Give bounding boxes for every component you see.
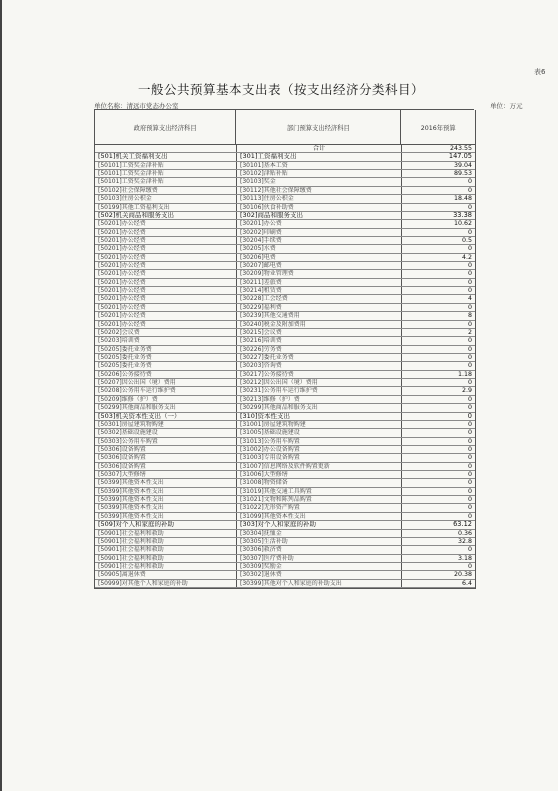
table-row <box>95 287 475 295</box>
budget-table <box>94 110 476 589</box>
dept-subject-cell: [30205]水费 <box>236 245 401 252</box>
dept-subject-cell: [31006]大型修缮 <box>236 471 401 478</box>
amount-cell: 147.05 <box>401 153 475 160</box>
amount-cell: 0.5 <box>401 237 475 244</box>
amount-cell: 63.12 <box>401 521 475 528</box>
dept-subject-cell: [30228]工会经费 <box>236 295 401 302</box>
gov-subject-cell: [50999]对其他个人和家庭的补助 <box>98 579 188 587</box>
dept-subject-cell: [30214]租赁费 <box>236 287 401 294</box>
amount-cell: 0 <box>401 229 475 236</box>
amount-cell: 0 <box>401 187 475 194</box>
gov-subject-cell: [50901]社会福利和救助 <box>98 554 164 562</box>
table-row <box>95 371 475 379</box>
dept-subject-cell: [31003]专用设备购置 <box>236 454 401 461</box>
gov-subject-cell: [50901]社会福利和救助 <box>98 529 164 537</box>
amount-cell: 2 <box>401 329 475 336</box>
gov-subject-cell: [50901]社会福利和救助 <box>98 546 164 554</box>
dept-subject-cell: 合计 <box>236 145 401 152</box>
amount-cell: 0 <box>401 429 475 436</box>
amount-cell: 3.18 <box>401 555 475 562</box>
gov-subject-cell: [509]对个人和家庭的补助 <box>98 521 174 529</box>
amount-cell: 10.62 <box>401 220 475 227</box>
table-row <box>95 362 475 370</box>
gov-subject-cell: [50199]其他工资福利支出 <box>98 203 170 211</box>
gov-subject-cell: [50201]办公经费 <box>98 228 146 236</box>
gov-subject-cell: [50205]委托业务费 <box>98 345 152 353</box>
amount-cell: 18.48 <box>401 195 475 202</box>
gov-subject-cell: [50399]其他资本性支出 <box>98 479 164 487</box>
gov-subject-cell: [50201]办公经费 <box>98 295 146 303</box>
gov-subject-cell: [50201]办公经费 <box>98 320 146 328</box>
gov-subject-cell: [50399]其他资本性支出 <box>98 496 164 504</box>
dept-subject-cell: [31008]物资储备 <box>236 479 401 486</box>
dept-subject-cell: [30302]退休费 <box>236 571 401 578</box>
amount-cell: 4 <box>401 295 475 302</box>
table-row <box>95 262 475 270</box>
amount-cell: 0 <box>401 379 475 386</box>
amount-cell: 0 <box>401 204 475 211</box>
table-row <box>95 580 475 588</box>
dept-subject-cell: [301]工资福利支出 <box>236 153 401 160</box>
amount-cell: 4.2 <box>401 254 475 261</box>
gov-subject-cell: [50299]其他商品和服务支出 <box>98 404 176 412</box>
amount-cell: 8 <box>401 312 475 319</box>
amount-cell: 20.38 <box>401 571 475 578</box>
table-row <box>95 463 475 471</box>
amount-cell: 0 <box>401 287 475 294</box>
table-row <box>95 571 475 579</box>
amount-cell: 1.18 <box>401 371 475 378</box>
table-row <box>95 496 475 504</box>
amount-cell: 39.04 <box>401 162 475 169</box>
gov-subject-cell: [50201]办公经费 <box>98 270 146 278</box>
dept-subject-cell: [30209]物业管理费 <box>236 270 401 277</box>
gov-subject-cell: [50203]培训费 <box>98 337 140 345</box>
gov-subject-cell: [50302]基础设施建设 <box>98 429 158 437</box>
dept-subject-cell: [30213]维修（护）费 <box>236 396 401 403</box>
unit-label: 单位：万元 <box>490 102 523 110</box>
gov-subject-cell: [50201]办公经费 <box>98 245 146 253</box>
dept-subject-cell: [30229]福利费 <box>236 304 401 311</box>
gov-subject-cell: [50399]其他资本性支出 <box>98 512 164 520</box>
category-row <box>95 521 475 529</box>
amount-cell: 0 <box>401 496 475 503</box>
table-row <box>95 329 475 337</box>
table-row <box>95 429 475 437</box>
table-body <box>95 145 475 588</box>
gov-subject-cell: [501]机关工资福利支出 <box>98 153 168 161</box>
dept-subject-cell: [31007]信息网络及软件购置更新 <box>236 463 401 470</box>
dept-subject-cell: [30226]劳务费 <box>236 346 401 353</box>
amount-cell: 0 <box>401 245 475 252</box>
header-dept-subject: 部门预算支出经济科目 <box>235 110 400 144</box>
amount-cell: 32.8 <box>401 538 475 545</box>
amount-cell: 0 <box>401 337 475 344</box>
amount-cell: 0 <box>401 446 475 453</box>
gov-subject-cell: [50301]房屋建筑物购建 <box>98 420 164 428</box>
dept-subject-cell: [31001]房屋建筑物购建 <box>236 421 401 428</box>
dept-subject-cell: [30103]奖金 <box>236 178 401 185</box>
gov-subject-cell: [50201]办公经费 <box>98 253 146 261</box>
dept-subject-cell: [30239]其他交通费用 <box>236 312 401 319</box>
dept-subject-cell: [30212]因公出国（境）费用 <box>236 379 401 386</box>
gov-subject-cell: [50306]设备购置 <box>98 462 146 470</box>
dept-subject-cell: [310]资本性支出 <box>236 413 401 420</box>
table-row <box>95 178 475 186</box>
page-title: 一般公共预算基本支出表（按支出经济分类科目） <box>137 82 424 97</box>
gov-subject-cell: [50306]设备购置 <box>98 445 146 453</box>
amount-cell: 0 <box>401 488 475 495</box>
table-row <box>95 546 475 554</box>
gov-subject-cell: [50205]委托业务费 <box>98 362 152 370</box>
amount-cell: 0 <box>401 262 475 269</box>
gov-subject-cell: [50101]工资奖金津补贴 <box>98 170 164 178</box>
dept-subject-cell: [30227]委托业务费 <box>236 354 401 361</box>
gov-subject-cell: [50201]办公经费 <box>98 312 146 320</box>
dept-subject-cell: [31013]公务用车购置 <box>236 438 401 445</box>
dept-subject-cell: [30304]抚恤金 <box>236 530 401 537</box>
dept-subject-cell: [30306]救济费 <box>236 546 401 553</box>
amount-cell: 0 <box>401 279 475 286</box>
amount-cell: 0 <box>401 413 475 420</box>
table-row <box>95 438 475 446</box>
gov-subject-cell: [50201]办公经费 <box>98 287 146 295</box>
table-row <box>95 245 475 253</box>
dept-subject-cell: [30112]其他社会保障缴费 <box>236 187 401 194</box>
table-row <box>95 504 475 512</box>
gov-subject-cell: [50201]办公经费 <box>98 236 146 244</box>
table-row <box>95 471 475 479</box>
table-row <box>95 530 475 538</box>
dept-subject-cell: [30240]税金及附加费用 <box>236 321 401 328</box>
dept-subject-cell: [31099]其他资本性支出 <box>236 513 401 520</box>
table-row <box>95 229 475 237</box>
table-row <box>95 563 475 571</box>
amount-cell: 0 <box>401 321 475 328</box>
gov-subject-cell: [50209]维修（护）费 <box>98 395 158 403</box>
table-row <box>95 454 475 462</box>
gov-subject-cell: [50306]设备购置 <box>98 454 146 462</box>
table-row <box>95 220 475 228</box>
table-row <box>95 555 475 563</box>
gov-subject-cell: [50905]离退休费 <box>98 571 146 579</box>
dept-subject-cell: [30206]电费 <box>236 254 401 261</box>
dept-subject-cell: [30202]印刷费 <box>236 229 401 236</box>
gov-subject-cell: [50208]公务用车运行维护费 <box>98 387 176 395</box>
amount-cell: 6.4 <box>401 580 475 587</box>
gov-subject-cell: [50901]社会福利和救助 <box>98 562 164 570</box>
amount-cell: 0 <box>401 354 475 361</box>
gov-subject-cell: [50202]会议费 <box>98 328 140 336</box>
dept-subject-cell: [30299]其他商品和服务支出 <box>236 404 401 411</box>
category-row <box>95 413 475 421</box>
dept-subject-cell: [30231]公务用车运行维护费 <box>236 387 401 394</box>
gov-subject-cell: [50206]公务接待费 <box>98 370 152 378</box>
dept-subject-cell: [30215]会议费 <box>236 329 401 336</box>
amount-cell: 0 <box>401 270 475 277</box>
dept-subject-cell: [30216]培训费 <box>236 337 401 344</box>
table-row <box>95 270 475 278</box>
table-row <box>95 321 475 329</box>
amount-cell: 0.36 <box>401 530 475 537</box>
table-row <box>95 337 475 345</box>
gov-subject-cell: [50399]其他资本性支出 <box>98 504 164 512</box>
table-row <box>95 304 475 312</box>
gov-subject-cell: [50103]住房公积金 <box>98 195 152 203</box>
table-header <box>95 110 475 145</box>
dept-subject-cell: [30101]基本工资 <box>236 162 401 169</box>
dept-subject-cell: [30217]公务接待费 <box>236 371 401 378</box>
table-row <box>95 446 475 454</box>
amount-cell: 2.9 <box>401 387 475 394</box>
gov-subject-cell: [502]机关商品和服务支出 <box>98 211 174 219</box>
gov-subject-cell: [50201]办公经费 <box>98 262 146 270</box>
total-row <box>95 145 475 153</box>
table-row <box>95 312 475 320</box>
dept-subject-cell: [30106]伙食补助费 <box>236 204 401 211</box>
dept-subject-cell: [30201]办公费 <box>236 220 401 227</box>
amount-cell: 0 <box>401 421 475 428</box>
dept-subject-cell: [302]商品和服务支出 <box>236 212 401 219</box>
table-row <box>95 387 475 395</box>
dept-subject-cell: [31021]文物和陈列品购置 <box>236 496 401 503</box>
amount-cell: 0 <box>401 546 475 553</box>
category-row <box>95 153 475 161</box>
table-row <box>95 538 475 546</box>
unit-name: 单位名称：清远市党态办公室 <box>94 102 179 110</box>
table-row <box>95 421 475 429</box>
dept-subject-cell: [31002]办公设备购置 <box>236 446 401 453</box>
amount-cell: 0 <box>401 178 475 185</box>
table-row <box>95 404 475 412</box>
dept-subject-cell: [30207]邮电费 <box>236 262 401 269</box>
table-row <box>95 254 475 262</box>
table-row <box>95 204 475 212</box>
amount-cell: 0 <box>401 396 475 403</box>
dept-subject-cell: [31005]基础设施建设 <box>236 429 401 436</box>
category-row <box>95 212 475 220</box>
dept-subject-cell: [31019]其他交通工具购置 <box>236 488 401 495</box>
dept-subject-cell: [30307]医疗费补助 <box>236 555 401 562</box>
gov-subject-cell: [50207]因公出国（境）费用 <box>98 379 176 387</box>
table-row <box>95 396 475 404</box>
gov-subject-cell: [503]机关资本性支出（一） <box>98 412 181 420</box>
amount-cell: 0 <box>401 463 475 470</box>
header-gov-subject: 政府预算支出经济科目 <box>133 124 197 132</box>
dept-subject-cell: [30399]其他对个人和家庭的补助支出 <box>236 580 401 587</box>
amount-cell: 0 <box>401 362 475 369</box>
table-row <box>95 479 475 487</box>
amount-cell: 0 <box>401 513 475 520</box>
table-row <box>95 195 475 203</box>
dept-subject-cell: [30211]差旅费 <box>236 279 401 286</box>
amount-cell: 0 <box>401 563 475 570</box>
dept-subject-cell: [30305]生活补助 <box>236 538 401 545</box>
amount-cell: 0 <box>401 504 475 511</box>
amount-cell: 33.38 <box>401 212 475 219</box>
gov-subject-cell: [50201]办公经费 <box>98 220 146 228</box>
table-row <box>95 295 475 303</box>
amount-cell: 0 <box>401 404 475 411</box>
amount-cell: 0 <box>401 438 475 445</box>
dept-subject-cell: [30113]住房公积金 <box>236 195 401 202</box>
gov-subject-cell: [50901]社会福利和救助 <box>98 537 164 545</box>
dept-subject-cell: [30309]奖励金 <box>236 563 401 570</box>
page-number: 表6 <box>534 68 546 76</box>
header-budget: 2016年预算 <box>400 110 475 144</box>
gov-subject-cell <box>95 145 236 152</box>
amount-cell: 89.53 <box>401 170 475 177</box>
table-row <box>95 187 475 195</box>
amount-cell: 0 <box>401 454 475 461</box>
amount-cell: 0 <box>401 346 475 353</box>
table-row <box>95 488 475 496</box>
gov-subject-cell: [50205]委托业务费 <box>98 353 152 361</box>
table-row <box>95 170 475 178</box>
table-row <box>95 162 475 170</box>
table-row <box>95 279 475 287</box>
gov-subject-cell: [50303]公务用车购置 <box>98 437 158 445</box>
table-row <box>95 513 475 521</box>
amount-cell: 243.55 <box>401 145 475 152</box>
amount-cell: 0 <box>401 479 475 486</box>
table-row <box>95 237 475 245</box>
dept-subject-cell: [30102]津贴补贴 <box>236 170 401 177</box>
table-row <box>95 354 475 362</box>
gov-subject-cell: [50307]大型修缮 <box>98 471 146 479</box>
dept-subject-cell: [31022]无形资产购置 <box>236 504 401 511</box>
amount-cell: 0 <box>401 471 475 478</box>
gov-subject-cell: [50101]工资奖金津补贴 <box>98 178 164 186</box>
amount-cell: 0 <box>401 304 475 311</box>
table-row <box>95 346 475 354</box>
dept-subject-cell: [30203]咨询费 <box>236 362 401 369</box>
gov-subject-cell: [50201]办公经费 <box>98 278 146 286</box>
table-row <box>95 379 475 387</box>
gov-subject-cell: [50101]工资奖金津补贴 <box>98 161 164 169</box>
gov-subject-cell: [50399]其他资本性支出 <box>98 487 164 495</box>
gov-subject-cell: [50102]社会保障缴费 <box>98 186 158 194</box>
gov-subject-cell: [50201]办公经费 <box>98 303 146 311</box>
dept-subject-cell: [30204]手续费 <box>236 237 401 244</box>
dept-subject-cell: [303]对个人和家庭的补助 <box>236 521 401 528</box>
